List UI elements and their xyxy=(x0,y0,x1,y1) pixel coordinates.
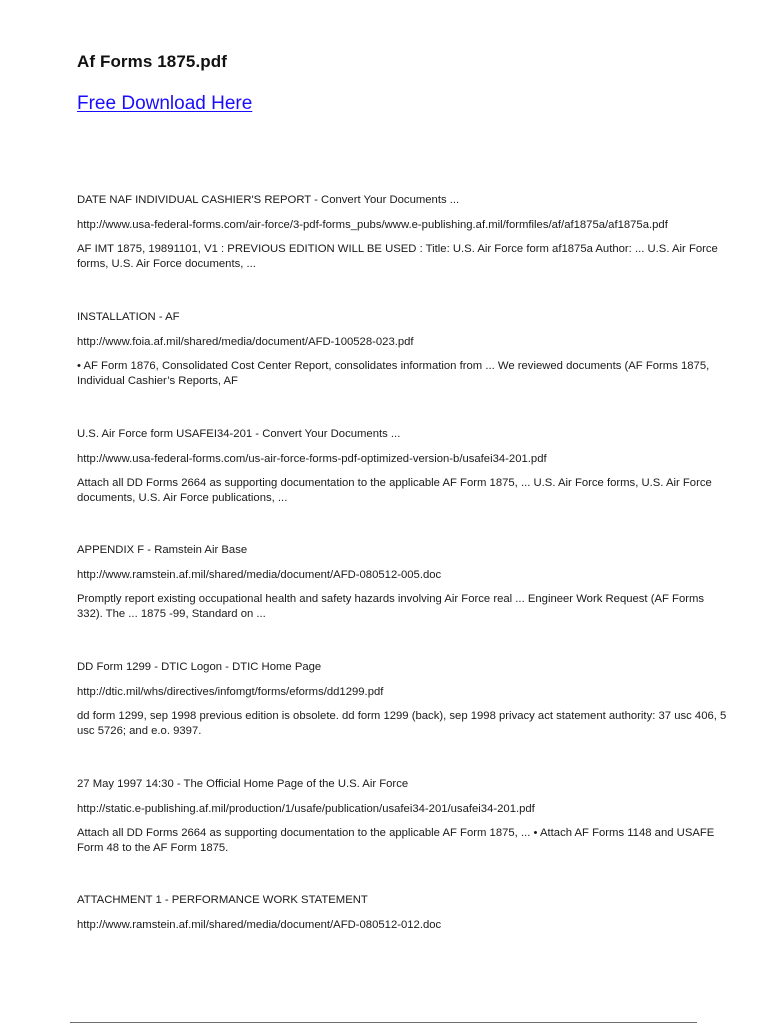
entry-description: AF IMT 1875, 19891101, V1 : PREVIOUS EDITION WILL BE USED : Title: U.S. Air Force form af1875a Author: ... U.S. Air Force forms, U.S. Air Force documents, ... xyxy=(77,243,718,270)
result-entry xyxy=(77,660,727,738)
entry-title: DD Form 1299 - DTIC Logon - DTIC Home Page xyxy=(77,661,322,673)
entry-description: • AF Form 1876, Consolidated Cost Center Report, consolidates information from ... We reviewed documents (AF Forms 1875, Individual Cashier’s Reports, AF xyxy=(77,360,710,387)
result-entry xyxy=(77,193,727,271)
entry-description: Promptly report existing occupational health and safety hazards involving Air Force real ... Engineer Work Request (AF Forms 332). The ... 1875 -99, Standard on ... xyxy=(77,593,705,620)
entry-url[interactable]: http://www.foia.af.mil/shared/media/document/AFD-100528-023.pdf xyxy=(77,335,414,348)
entry-url[interactable]: http://www.ramstein.af.mil/shared/media/document/AFD-080512-005.doc xyxy=(77,568,442,581)
footer-divider xyxy=(70,1022,697,1023)
entry-url[interactable]: http://www.usa-federal-forms.com/us-air-force-forms-pdf-optimized-version-b/usafei34-201.pdf xyxy=(77,452,547,465)
entry-url[interactable]: http://dtic.mil/whs/directives/infomgt/forms/eforms/dd1299.pdf xyxy=(77,685,384,698)
entry-title: U.S. Air Force form USAFEI34-201 - Convert Your Documents ... xyxy=(77,428,401,440)
entry-description: dd form 1299, sep 1998 previous edition is obsolete. dd form 1299 (back), sep 1998 privacy act statement authority: 37 usc 406, 5 usc 5726; and e.o. 9397. xyxy=(77,710,727,737)
entry-title: INSTALLATION - AF xyxy=(77,311,180,323)
entry-description: Attach all DD Forms 2664 as supporting documentation to the applicable AF Form 1875, ... • Attach AF Forms 1148 and USAFE Form 48 to the AF Form 1875. xyxy=(77,827,715,854)
result-entry xyxy=(77,543,727,621)
entry-title: APPENDIX F - Ramstein Air Base xyxy=(77,544,248,556)
entry-title: ATTACHMENT 1 - PERFORMANCE WORK STATEMENT xyxy=(77,894,368,906)
entry-title: 27 May 1997 14:30 - The Official Home Page of the U.S. Air Force xyxy=(77,778,409,790)
result-entry xyxy=(77,777,727,855)
entry-description: Attach all DD Forms 2664 as supporting documentation to the applicable AF Form 1875, ... U.S. Air Force forms, U.S. Air Force documents, U.S. Air Force publications, ... xyxy=(77,477,712,504)
result-entry xyxy=(77,310,727,388)
document-title: Af Forms 1875.pdf xyxy=(77,52,228,71)
entry-url[interactable]: http://www.ramstein.af.mil/shared/media/document/AFD-080512-012.doc xyxy=(77,918,442,931)
entry-url[interactable]: http://static.e-publishing.af.mil/production/1/usafe/publication/usafei34-201/usafei34-201.pdf xyxy=(77,802,535,815)
entry-title: DATE NAF INDIVIDUAL CASHIER'S REPORT - Convert Your Documents ... xyxy=(77,194,460,206)
entry-url[interactable]: http://www.usa-federal-forms.com/air-force/3-pdf-forms_pubs/www.e-publishing.af.mil/formfiles/af/af1875a/af1875a.pdf xyxy=(77,218,668,231)
free-download-link[interactable]: Free Download Here xyxy=(77,93,253,114)
result-entry xyxy=(77,893,727,932)
result-entry xyxy=(77,427,727,505)
